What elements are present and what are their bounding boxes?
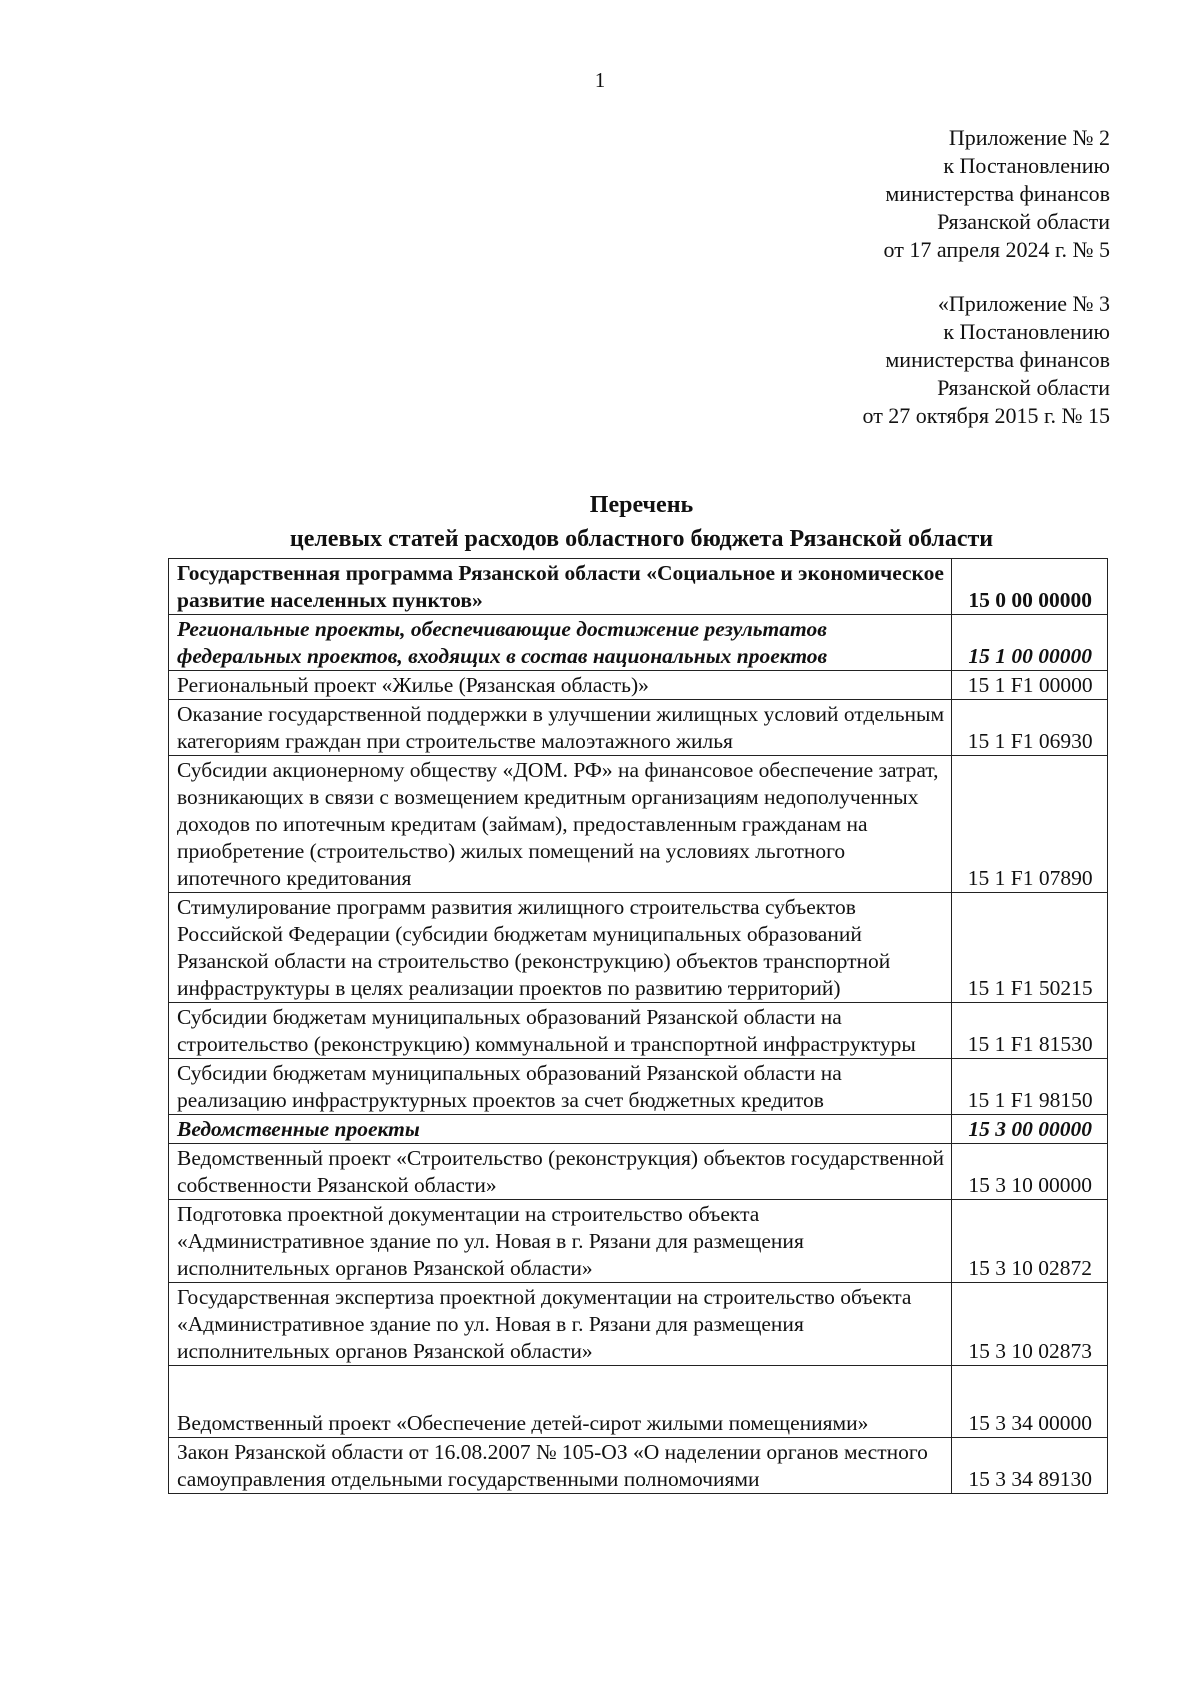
article-name-cell: Закон Рязанской области от 16.08.2007 № 105-ОЗ «О наделении органов местного самоуправления отдельными государственными полномочиями: [169, 1438, 952, 1494]
title-main: Перечень: [589, 492, 694, 518]
article-name-cell: Региональные проекты, обеспечивающие достижение результатов федеральных проектов, входящих в состав национальных проектов: [169, 615, 952, 671]
article-code-cell: 15 1 F1 81530: [952, 1003, 1108, 1059]
article-code-cell: 15 1 F1 98150: [952, 1059, 1108, 1115]
article-code-cell: 15 0 00 00000: [952, 559, 1108, 615]
article-name-cell: Государственная программа Рязанской области «Социальное и экономическое развитие населенных пунктов»: [169, 559, 952, 615]
table-row: [169, 559, 1108, 615]
table-row: [169, 893, 1108, 1003]
article-code-cell: 15 3 10 02873: [952, 1283, 1108, 1366]
approval-stamp-current: [884, 124, 1110, 264]
approval-line: от 17 апреля 2024 г. № 5: [883, 237, 1110, 262]
table-row: [169, 756, 1108, 893]
article-code-cell: 15 3 34 00000: [952, 1366, 1108, 1438]
table-row: [169, 1366, 1108, 1438]
article-code-cell: 15 1 F1 07890: [952, 756, 1108, 893]
article-name-cell: Субсидии акционерному обществу «ДОМ. РФ» на финансовое обеспечение затрат, возникающих в связи с возмещением кредитным организациям недополученных доходов по ипотечным кредитам (займам), предоставленным гражданам на приобретение (строительство) жилых помещений на условиях льготного ипотечного кредитования: [169, 756, 952, 893]
article-name-cell: Региональный проект «Жилье (Рязанская область)»: [169, 671, 952, 700]
article-code-cell: 15 1 F1 06930: [952, 700, 1108, 756]
article-name-cell: Стимулирование программ развития жилищного строительства субъектов Российской Федерации (субсидии бюджетам муниципальных образований Рязанской области на строительство (реконструкцию) объектов транспортной инфраструктуры в целях реализации проектов по развитию территорий): [169, 893, 952, 1003]
table-row: [169, 700, 1108, 756]
approval-line: «Приложение № 3: [937, 291, 1110, 316]
table-row: [169, 615, 1108, 671]
document-title: [0, 488, 1200, 556]
budget-articles-table: [168, 558, 1108, 1494]
approval-line: министерства финансов: [885, 181, 1110, 206]
table-row: [169, 1115, 1108, 1144]
article-code-cell: 15 3 34 89130: [952, 1438, 1108, 1494]
approval-stamp-original: [862, 290, 1110, 430]
approval-line: к Постановлению: [943, 319, 1110, 344]
approval-line: министерства финансов: [885, 347, 1110, 372]
approval-line: Рязанской области: [937, 375, 1110, 400]
approval-line: к Постановлению: [943, 153, 1110, 178]
article-name-cell: Государственная экспертиза проектной документации на строительство объекта «Административное здание по ул. Новая в г. Рязани для размещения исполнительных органов Рязанской области»: [169, 1283, 952, 1366]
approval-line: от 27 октября 2015 г. № 15: [862, 403, 1110, 428]
article-name-cell: Субсидии бюджетам муниципальных образований Рязанской области на реализацию инфраструктурных проектов за счет бюджетных кредитов: [169, 1059, 952, 1115]
title-subtitle: целевых статей расходов областного бюджета Рязанской области: [289, 526, 994, 552]
article-code-cell: 15 1 F1 50215: [952, 893, 1108, 1003]
article-name-cell: Подготовка проектной документации на строительство объекта «Административное здание по ул. Новая в г. Рязани для размещения исполнительных органов Рязанской области»: [169, 1200, 952, 1283]
article-name-cell: Оказание государственной поддержки в улучшении жилищных условий отдельным категориям граждан при строительстве малоэтажного жилья: [169, 700, 952, 756]
article-code-cell: 15 1 F1 00000: [952, 671, 1108, 700]
table-row: [169, 1200, 1108, 1283]
approval-line: Рязанской области: [937, 209, 1110, 234]
article-code-cell: 15 3 00 00000: [952, 1115, 1108, 1144]
article-name-cell: Ведомственный проект «Строительство (реконструкция) объектов государственной собственности Рязанской области»: [169, 1144, 952, 1200]
table-row: [169, 1003, 1108, 1059]
article-code-cell: 15 1 00 00000: [952, 615, 1108, 671]
approval-line: Приложение № 2: [948, 125, 1110, 150]
article-name-cell: Ведомственные проекты: [169, 1115, 952, 1144]
article-code-cell: 15 3 10 00000: [952, 1144, 1108, 1200]
article-code-cell: 15 3 10 02872: [952, 1200, 1108, 1283]
table-row: [169, 1438, 1108, 1494]
table-row: [169, 1144, 1108, 1200]
page-number: 1: [594, 68, 606, 92]
table-row: [169, 1059, 1108, 1115]
table-row: [169, 1283, 1108, 1366]
article-name-cell: Ведомственный проект «Обеспечение детей-сирот жилыми помещениями»: [169, 1366, 952, 1438]
article-name-cell: Субсидии бюджетам муниципальных образований Рязанской области на строительство (реконструкцию) коммунальной и транспортной инфраструктуры: [169, 1003, 952, 1059]
table-row: [169, 671, 1108, 700]
